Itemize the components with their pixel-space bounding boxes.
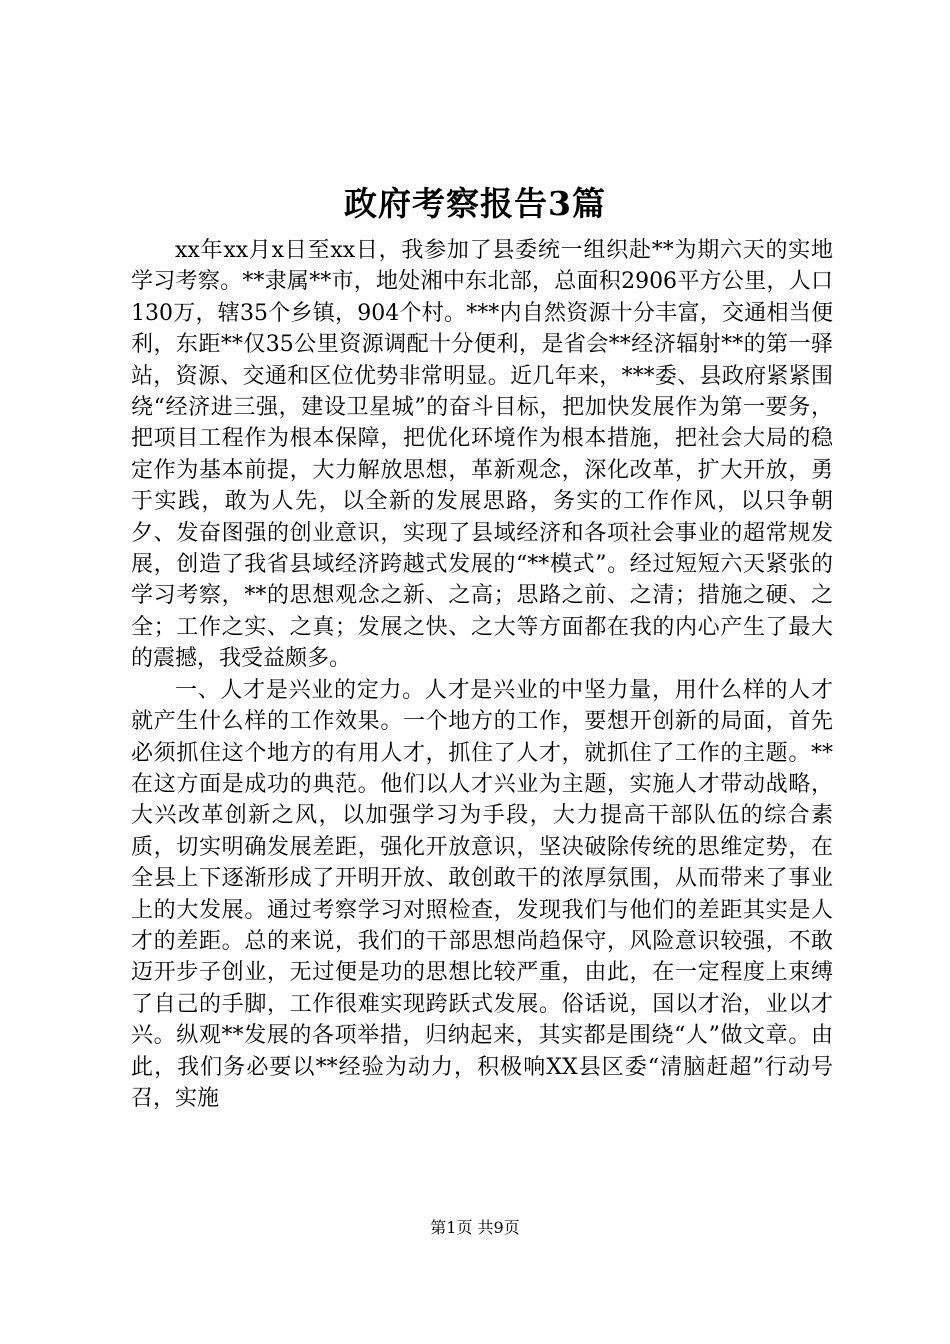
document-body <box>131 235 833 1114</box>
paragraph-section-one: 一、人才是兴业的定力。人才是兴业的中坚力量，用什么样的人才就产生什么样的工作效果。一个地方的工作，要想开创新的局面，首先必须抓住这个地方的有用人才，抓住了人才，就抓住了工作的主题。**在这方面是成功的典范。他们以人才兴业为主题，实施人才带动战略，大兴改革创新之风，以加强学习为手段，大力提高干部队伍的综合素质，切实明确发展差距，强化开放意识，坚决破除传统的思维定势，在全县上下逐渐形成了开明开放、敢创敢干的浓厚氛围，从而带来了事业上的大发展。通过考察学习对照检查，发现我们与他们的差距其实是人才的差距。总的来说，我们的干部思想尚趋保守，风险意识较强，不敢迈开步子创业，无过便是功的思想比较严重，由此，在一定程度上束缚了自己的手脚，工作很难实现跨跃式发展。俗话说，国以才治，业以才兴。纵观**发展的各项举措，归纳起来，其实都是围绕“人”做文章。由此，我们务必要以**经验为动力，积极响XX县区委“清脑赶超”行动号召，实施 <box>131 677 833 1111</box>
paragraph-intro: xx年xx月x日至xx日，我参加了县委统一组织赴**为期六天的实地学习考察。**隶属**市，地处湘中东北部，总面积2906平方公里，人口130万，辖35个乡镇，904个村。***内自然资源十分丰富，交通相当便利，东距**仅35公里资源调配十分便利，是省会**经济辐射**的第一驿站，资源、交通和区位优势非常明显。近几年来，***委、县政府紧紧围绕“经济进三强，建设卫星城”的奋斗目标，把加快发展作为第一要务，把项目工程作为根本保障，把优化环境作为根本措施，把社会大局的稳定作为基本前提，大力解放思想，革新观念，深化改革，扩大开放，勇于实践，敢为人先，以全新的发展思路，务实的工作作风，以只争朝夕、发奋图强的创业意识，实现了县域经济和各项社会事业的超常规发展，创造了我省县域经济跨越式发展的“**模式”。经过短短六天紧张的学习考察，**的思想观念之新、之高；思路之前、之清；措施之硬、之全；工作之实、之真；发展之快、之大等方面都在我的内心产生了最大的震撼，我受益颇多。 <box>131 238 833 672</box>
page-footer: 第1页 共9页 <box>430 1218 520 1237</box>
document-title: 政府考察报告3篇 <box>344 184 606 223</box>
